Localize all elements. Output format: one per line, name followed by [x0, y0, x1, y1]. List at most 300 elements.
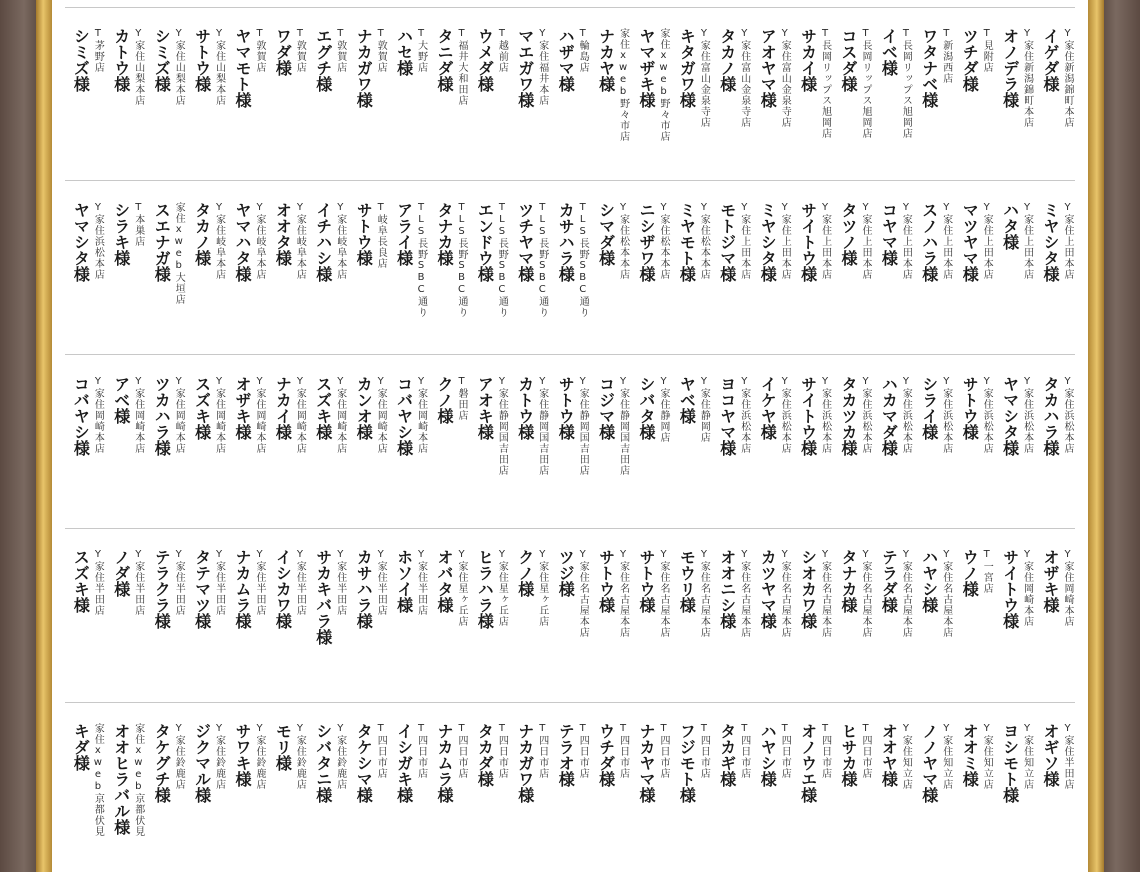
name-entry: [106, 549, 144, 616]
store-label: Y家住静岡店: [698, 376, 710, 443]
name-entry: [308, 28, 346, 92]
name-entry: [671, 202, 709, 282]
name-entry: [469, 28, 507, 92]
store-label: T長岡リップス旭岡店: [860, 28, 871, 139]
store-label: Y家住静岡国吉田店: [577, 376, 589, 476]
customer-name: サカキバラ様: [313, 549, 333, 645]
customer-name: タケグチ様: [152, 723, 172, 803]
customer-name: ジクマル様: [192, 723, 212, 803]
store-label: Y家住浜松本店: [900, 376, 912, 454]
customer-name: ヤベ様: [677, 376, 697, 424]
store-label: T敦賀店: [375, 28, 387, 73]
customer-name: ハタ様: [1000, 202, 1020, 250]
store-label: T四日市店: [577, 723, 589, 779]
customer-name: コバヤシ様: [394, 376, 414, 456]
name-entry: [631, 723, 669, 803]
store-label: T四日市店: [496, 723, 508, 779]
customer-name: オノデラ様: [1000, 28, 1020, 108]
customer-name: ツカハラ様: [152, 376, 172, 456]
name-entry: [995, 28, 1033, 128]
store-label: Y家住鈴鹿店: [334, 723, 346, 790]
name-entry: [469, 202, 507, 318]
store-label: T四日市店: [536, 723, 548, 779]
customer-name: タカツカ様: [839, 376, 858, 456]
customer-name: モウリ様: [677, 549, 697, 613]
store-label: Y家住岡崎本店: [173, 376, 185, 454]
customer-name: カツヤマ様: [758, 549, 778, 629]
name-entry: [833, 28, 871, 139]
customer-name: ヤマシタ様: [1000, 376, 1020, 456]
name-entry: [550, 28, 588, 92]
gold-frame-right: [1088, 0, 1104, 872]
store-label: Y家住名古屋本店: [900, 549, 912, 638]
store-label: T四日市店: [738, 723, 750, 779]
customer-name: スエナガ様: [152, 202, 172, 282]
customer-name: タニダ様: [435, 28, 454, 92]
customer-name: ニシザワ様: [637, 202, 656, 282]
customer-name: サトウ様: [556, 376, 576, 440]
customer-name: ツジ様: [556, 549, 576, 597]
store-label: Y家住鈴鹿店: [213, 723, 225, 790]
customer-name: タカハラ様: [1041, 376, 1060, 456]
name-entry: [267, 28, 305, 76]
store-label: Y家住岐阜本店: [213, 202, 225, 280]
customer-name: ウメダ様: [475, 28, 495, 92]
name-entry: [914, 549, 952, 638]
customer-name: ヒラハラ様: [475, 549, 495, 629]
name-entry: [348, 202, 386, 269]
store-label: Y家住岡崎本店: [92, 376, 104, 454]
name-entry: [308, 549, 346, 645]
store-label: Y家住松本本店: [658, 202, 669, 280]
name-entry: [65, 28, 103, 92]
store-label: T四日市店: [658, 723, 669, 779]
name-entry: [389, 376, 427, 456]
name-entry: [308, 202, 346, 282]
name-entry: [267, 549, 305, 629]
name-entry: [591, 28, 629, 142]
name-entry: [389, 202, 427, 318]
name-entry: [712, 202, 750, 282]
store-label: T磐田店: [456, 376, 467, 421]
store-label: Y家住浜松本店: [92, 202, 104, 280]
name-entry: [550, 723, 588, 787]
store-label: Y家住鈴鹿店: [173, 723, 185, 790]
name-entry: [429, 723, 467, 803]
customer-name: サワキ様: [233, 723, 252, 787]
store-label: Y家住岐阜本店: [254, 202, 265, 280]
customer-name: オオヤ様: [879, 723, 899, 787]
customer-name: シマダ様: [596, 202, 616, 266]
store-label: Y家住富山金泉寺店: [779, 28, 791, 128]
name-entry: [1035, 549, 1073, 627]
customer-name: シミズ様: [71, 28, 91, 92]
name-entry: [469, 549, 507, 629]
name-entry: [712, 549, 750, 638]
customer-name: マツヤマ様: [960, 202, 980, 282]
customer-name: ハヤシ様: [919, 549, 939, 613]
name-entry: [914, 202, 952, 282]
store-label: T福井大和田店: [456, 28, 467, 106]
customer-name: ナカイ様: [273, 376, 293, 440]
stone-border-right: [1100, 0, 1140, 872]
store-label: Y家住静岡国吉田店: [496, 376, 508, 476]
store-label: T敦賀店: [294, 28, 306, 73]
store-label: T長岡リップス旭岡店: [819, 28, 831, 139]
store-label: Y家住浜松本店: [860, 376, 871, 454]
name-entry: [1035, 28, 1073, 128]
name-entry: [752, 723, 790, 787]
customer-name: カンオ様: [354, 376, 374, 440]
customer-name: モリ様: [273, 723, 293, 771]
name-entry: [954, 376, 992, 454]
customer-name: ヒサカ様: [839, 723, 858, 787]
name-entry: [954, 549, 992, 597]
store-label: Y家住岐阜本店: [294, 202, 306, 280]
customer-name: サトウ様: [596, 549, 616, 613]
customer-name: スズキ様: [192, 376, 212, 440]
customer-name: ヤマシタ様: [71, 202, 91, 282]
name-entry: [429, 549, 467, 627]
customer-name: サカイ様: [798, 28, 818, 92]
customer-name: エグチ様: [313, 28, 333, 92]
store-label: Y家住岡崎本店: [1062, 549, 1073, 627]
customer-name: オザキ様: [1041, 549, 1060, 613]
store-label: Y家住岡崎本店: [294, 376, 306, 454]
name-entry: [793, 549, 831, 638]
customer-name: カサハラ様: [556, 202, 576, 282]
customer-name: ヤマモト様: [233, 28, 252, 108]
customer-name: カトウ様: [111, 28, 131, 92]
name-entry: [591, 723, 629, 787]
store-label: Y家住岐阜本店: [334, 202, 346, 280]
name-entry: [510, 549, 548, 627]
name-entry: [389, 28, 427, 76]
name-entry: [873, 549, 911, 638]
store-label: T一宮店: [981, 549, 993, 594]
name-entry: [631, 202, 669, 282]
name-entry: [106, 202, 144, 266]
name-entry: [429, 376, 467, 424]
store-label: T本巣店: [132, 202, 144, 247]
store-label: T茅野店: [92, 28, 104, 73]
row-divider: [65, 702, 1075, 703]
customer-name: キダ様: [71, 723, 91, 771]
customer-name: シラキ様: [111, 202, 131, 266]
customer-name: ツチヤマ様: [515, 202, 535, 282]
store-label: T敦賀店: [334, 28, 346, 73]
customer-name: モトジマ様: [717, 202, 737, 282]
store-label: Y家住富山金泉寺店: [738, 28, 750, 128]
customer-name: ノノヤマ様: [919, 723, 939, 803]
name-entry: [793, 723, 831, 803]
store-label: Y家住上田本店: [981, 202, 993, 280]
store-label: T見附店: [981, 28, 993, 73]
customer-name: ヤマザキ様: [637, 28, 656, 108]
name-entry: [793, 376, 831, 456]
store-label: Y家住半田店: [92, 549, 104, 616]
name-entry: [510, 376, 548, 476]
name-entry: [106, 28, 144, 106]
name-entry: [187, 28, 225, 106]
store-label: Y家住星ヶ丘店: [536, 549, 548, 627]
store-label: Y家住新潟錦町本店: [1021, 28, 1033, 128]
store-label: Y家住山梨本店: [132, 28, 144, 106]
name-entry: [954, 723, 992, 790]
customer-name: ハカマダ様: [879, 376, 899, 456]
store-label: Y家住星ヶ丘店: [456, 549, 467, 627]
store-label: Y家住上田本店: [860, 202, 871, 280]
store-label: Y家住岡崎本店: [254, 376, 265, 454]
name-entry: [429, 202, 467, 318]
name-entry: [65, 202, 103, 282]
store-label: Y家住知立店: [981, 723, 993, 790]
name-entry: [227, 376, 265, 454]
name-entry: [550, 376, 588, 476]
customer-name: テラオ様: [556, 723, 576, 787]
row-divider: [65, 180, 1075, 181]
store-label: T長岡リップス旭岡店: [900, 28, 912, 139]
name-entry: [671, 28, 709, 128]
store-label: Y家住浜松本店: [940, 376, 952, 454]
name-entry: [752, 202, 790, 282]
name-entry: [550, 549, 588, 638]
customer-name: シライ様: [919, 376, 939, 440]
store-label: Y家住静岡店: [658, 376, 669, 443]
name-entry: [389, 723, 427, 803]
name-entry: [995, 376, 1033, 456]
store-label: Y家住知立店: [1021, 723, 1033, 790]
name-entry: [1035, 202, 1073, 282]
name-entry: [510, 28, 548, 108]
name-entry: [914, 376, 952, 454]
customer-name: サイトウ様: [798, 202, 818, 282]
name-entry: [873, 28, 911, 139]
name-entry: [510, 202, 548, 318]
store-label: Y家住福井本店: [536, 28, 548, 106]
customer-name: クノ様: [435, 376, 454, 424]
name-entry: [995, 202, 1033, 280]
name-entry: [146, 723, 184, 803]
store-label: Y家住上田本店: [900, 202, 912, 280]
name-entry: [1035, 723, 1073, 790]
name-entry: [267, 376, 305, 454]
name-entry: [1035, 376, 1073, 456]
store-label: Y家住岡崎本店: [415, 376, 427, 454]
customer-name: イシカワ様: [273, 549, 293, 629]
name-entry: [187, 723, 225, 803]
name-entry: [429, 28, 467, 106]
customer-name: シオカワ様: [798, 549, 818, 629]
customer-name: キタガワ様: [677, 28, 697, 108]
stone-border-left: [0, 0, 40, 872]
customer-name: オオミ様: [960, 723, 980, 787]
name-entry: [631, 549, 669, 638]
customer-name: ノダ様: [111, 549, 131, 597]
store-label: Y家住上田本店: [1062, 202, 1073, 280]
customer-name: イケヤ様: [758, 376, 778, 440]
name-entry: [550, 202, 588, 318]
name-entry: [591, 549, 629, 638]
store-label: Y家住名古屋本店: [617, 549, 629, 638]
customer-name: サトウ様: [354, 202, 374, 266]
customer-name: スズキ様: [313, 376, 333, 440]
customer-name: ハセ様: [394, 28, 414, 76]
store-label: Y家住半田店: [375, 549, 387, 616]
customer-name: テラクラ様: [152, 549, 172, 629]
name-entry: [389, 549, 427, 616]
customer-name: コバヤシ様: [71, 376, 91, 456]
row-divider: [65, 528, 1075, 529]
store-label: T四日市店: [779, 723, 791, 779]
customer-name: タカギ様: [717, 723, 737, 787]
store-label: Y家住浜松本店: [1021, 376, 1033, 454]
name-entry: [712, 723, 750, 787]
store-label: Y家住半田店: [294, 549, 306, 616]
customer-name: アオヤマ様: [758, 28, 778, 108]
store-label: 家住xweb野々市店: [617, 28, 629, 142]
store-label: T新潟西店: [940, 28, 952, 84]
name-entry: [106, 723, 144, 837]
store-label: T越前店: [496, 28, 508, 73]
customer-name: ミヤシタ様: [1041, 202, 1060, 282]
store-label: Y家住名古屋本店: [940, 549, 952, 638]
name-entry: [914, 723, 952, 803]
name-entry: [469, 723, 507, 787]
store-label: Y家住松本本店: [617, 202, 629, 280]
customer-name: ワタナベ様: [919, 28, 939, 108]
customer-name: エンドウ様: [475, 202, 495, 282]
store-label: T四日市店: [375, 723, 387, 779]
customer-name: ウノ様: [960, 549, 980, 597]
name-entry: [631, 376, 669, 443]
name-entry: [752, 376, 790, 454]
name-entry: [146, 376, 184, 456]
customer-name: ナカガワ様: [515, 723, 535, 803]
store-label: T四日市店: [617, 723, 629, 779]
name-entry: [308, 723, 346, 803]
store-label: Y家住山梨本店: [173, 28, 185, 106]
store-label: T四日市店: [456, 723, 467, 779]
store-label: Y家住富山金泉寺店: [698, 28, 710, 128]
store-label: Y家住静岡国吉田店: [617, 376, 629, 476]
name-entry: [227, 202, 265, 282]
name-entry: [833, 376, 871, 456]
customer-name: ワダ様: [273, 28, 293, 76]
store-label: Y家住岡崎本店: [334, 376, 346, 454]
store-label: Y家住上田本店: [738, 202, 750, 280]
store-label: TLS長野SBC通り: [536, 202, 548, 318]
name-entry: [591, 376, 629, 476]
customer-name: ナカガワ様: [354, 28, 374, 108]
store-label: Y家住松本本店: [698, 202, 710, 280]
store-label: Y家住半田店: [334, 549, 346, 616]
customer-name: スノハラ様: [919, 202, 939, 282]
customer-name: ヨコヤマ様: [717, 376, 737, 456]
name-entry: [348, 723, 386, 803]
customer-name: サトウ様: [192, 28, 212, 92]
store-label: TLS長野SBC通り: [415, 202, 427, 318]
customer-name: タツノ様: [839, 202, 858, 266]
customer-name: オザキ様: [233, 376, 252, 440]
store-label: 家住xweb京都伏見: [132, 723, 144, 837]
store-label: TLS長野SBC通り: [577, 202, 589, 318]
store-label: T四日市店: [698, 723, 710, 779]
store-label: Y家住鈴鹿店: [294, 723, 306, 790]
store-label: TLS長野SBC通り: [496, 202, 508, 318]
name-entry: [65, 549, 103, 616]
store-label: T敦賀店: [254, 28, 265, 73]
customer-name: タカダ様: [475, 723, 495, 787]
name-entry: [914, 28, 952, 108]
name-entry: [712, 28, 750, 128]
store-label: 家住xweb野々市店: [658, 28, 669, 142]
name-entry: [873, 202, 911, 280]
store-label: TLS長野SBC通り: [456, 202, 467, 318]
customer-name: コヤマ様: [879, 202, 899, 266]
name-entry: [187, 376, 225, 454]
name-entry: [227, 549, 265, 629]
customer-name: タナカ様: [839, 549, 858, 613]
customer-name: アオキ様: [475, 376, 495, 440]
customer-name: オノウエ様: [798, 723, 818, 803]
name-entry: [65, 376, 103, 456]
customer-name: ナカヤ様: [596, 28, 616, 92]
store-label: T四日市店: [860, 723, 871, 779]
store-label: Y家住名古屋本店: [698, 549, 710, 638]
customer-name: オオヒラバル様: [111, 723, 131, 835]
store-label: Y家住山梨本店: [213, 28, 225, 106]
store-label: Y家住静岡国吉田店: [536, 376, 548, 476]
store-label: Y家住岡崎本店: [375, 376, 387, 454]
store-label: Y家住上田本店: [940, 202, 952, 280]
name-entry: [469, 376, 507, 476]
customer-name: ナカヤマ様: [637, 723, 656, 803]
name-entry: [873, 723, 911, 790]
customer-name: サイトウ様: [798, 376, 818, 456]
row-divider: [65, 354, 1075, 355]
name-entry: [348, 376, 386, 454]
customer-name: イシガキ様: [394, 723, 414, 803]
store-label: Y家住岡崎本店: [132, 376, 144, 454]
store-label: T四日市店: [415, 723, 427, 779]
name-entry: [187, 202, 225, 280]
name-entry: [631, 28, 669, 142]
customer-name: ヨシモト様: [1000, 723, 1020, 803]
store-label: Y家住半田店: [173, 549, 185, 616]
customer-name: マエガワ様: [515, 28, 535, 108]
name-entry: [348, 549, 386, 629]
customer-name: タカノ様: [192, 202, 212, 266]
name-entry: [833, 202, 871, 280]
customer-name: ハヤシ様: [758, 723, 778, 787]
store-label: T輪島店: [577, 28, 589, 73]
name-entry: [146, 202, 184, 305]
store-label: Y家住岡崎本店: [1021, 549, 1033, 627]
store-label: T岐阜長良店: [375, 202, 387, 269]
name-entry: [995, 723, 1033, 803]
customer-name: サトウ様: [960, 376, 980, 440]
customer-name: オオタ様: [273, 202, 293, 266]
customer-name: テラダ様: [879, 549, 899, 613]
store-label: Y家住新潟錦町本店: [1062, 28, 1073, 128]
customer-name: カサハラ様: [354, 549, 374, 629]
name-entry: [146, 549, 184, 629]
name-entry: [712, 376, 750, 456]
customer-name: コスダ様: [839, 28, 858, 92]
name-entry: [954, 28, 992, 92]
store-label: Y家住半田店: [254, 549, 265, 616]
